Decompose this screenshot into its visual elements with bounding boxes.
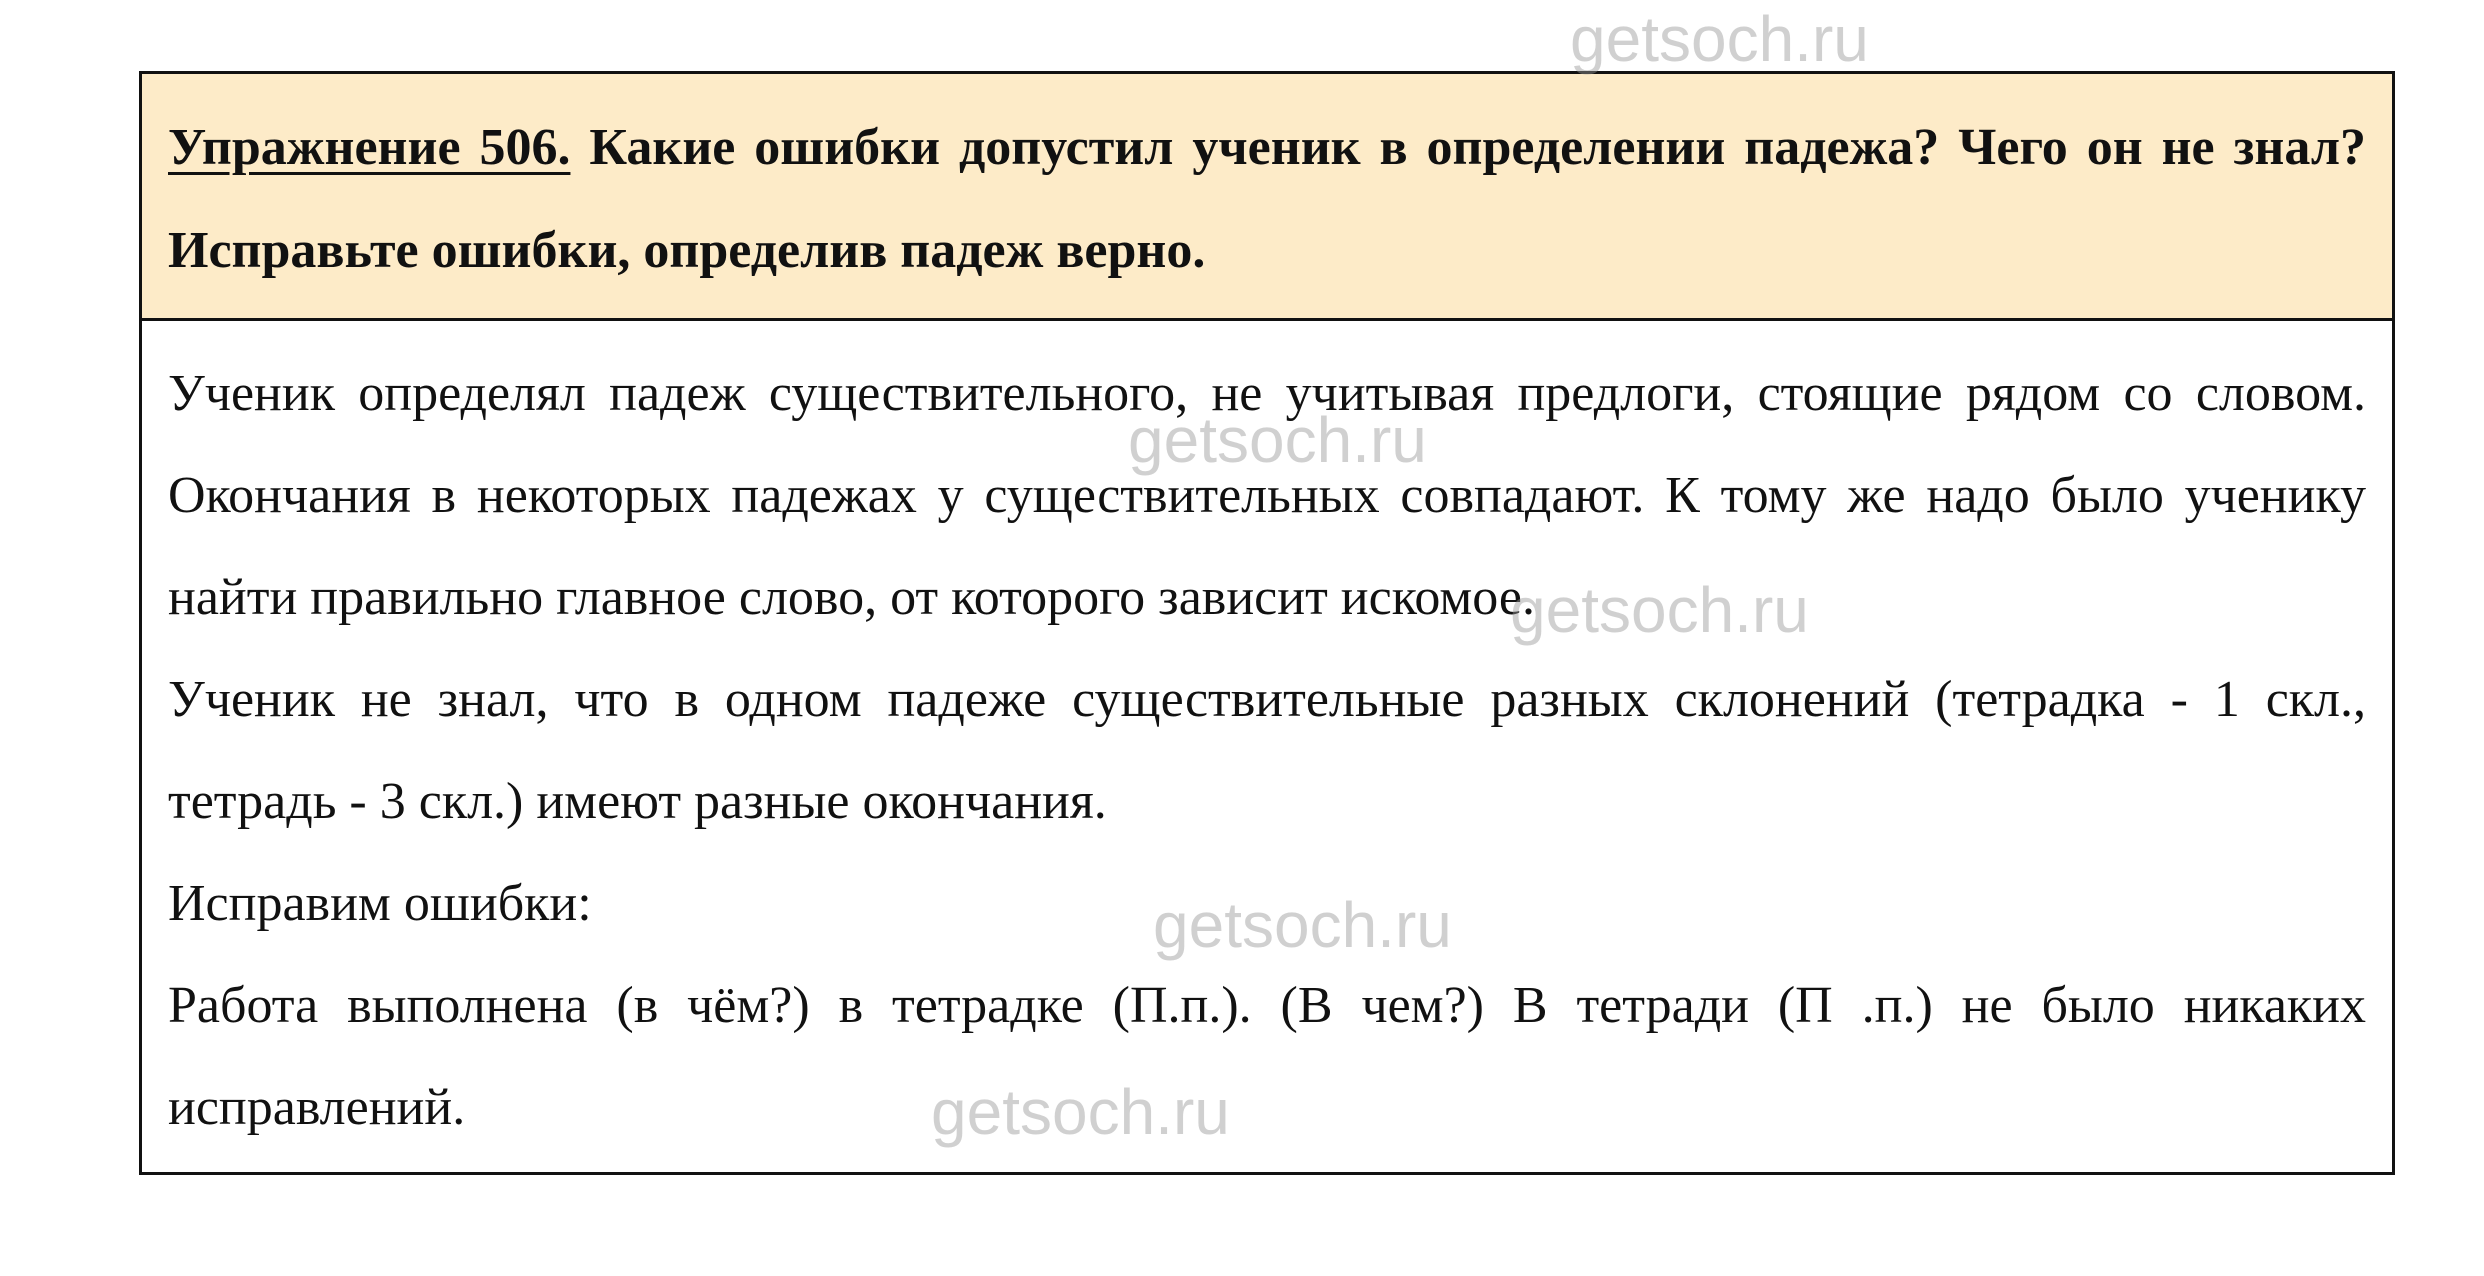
watermark: getsoch.ru (1570, 3, 1869, 75)
answer-paragraph: Ученик определял падеж существительного, не учитывая предлоги, стоящие рядом со словом. Окончания в некоторых падежах у существительных совпадают. К тому же надо было ученику найти правильно главное слово, от которого зависит искомое. (168, 365, 2366, 626)
answer-paragraph: Ученик не знал, что в одном падеже существительные разных склонений (тетрадка - 1 скл., тетрадь - 3 скл.) имеют разные окончания. (168, 671, 2366, 830)
watermark: getsoch.ru (1510, 574, 1809, 646)
answer-paragraph: Работа выполнена (в чём?) в тетрадке (П.п.). (В чем?) В тетради (П .п.) не было никаких исправлений. (168, 977, 2366, 1136)
task-text: Какие ошибки допустил ученик в определении падежа? Чего он не знал? Исправьте ошибки, определив падеж верно. (168, 119, 2367, 279)
exercise-number: Упражнение 506. (168, 119, 571, 176)
watermark: getsoch.ru (1128, 404, 1427, 476)
watermark: getsoch.ru (931, 1076, 1230, 1148)
exercise-card (139, 71, 2395, 1175)
answer-body (142, 321, 2392, 1159)
task-header (142, 74, 2392, 321)
answer-paragraph: Исправим ошибки: (168, 875, 592, 932)
watermark: getsoch.ru (1153, 889, 1452, 961)
